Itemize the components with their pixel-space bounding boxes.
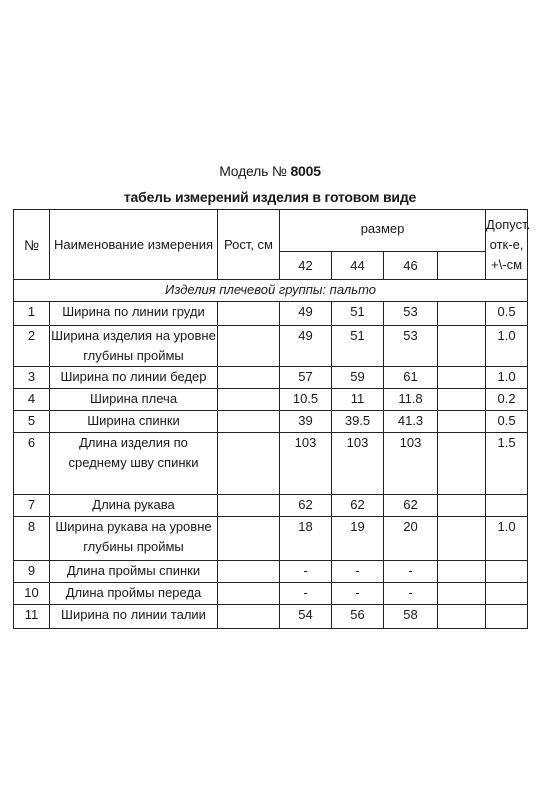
- row-tolerance: [486, 605, 528, 629]
- row-number: 2: [14, 326, 50, 367]
- row-name: Ширина рукава на уровне глубины проймы: [50, 517, 218, 561]
- row-height: [218, 561, 280, 583]
- row-height: [218, 367, 280, 389]
- row-tolerance: 1.0: [486, 367, 528, 389]
- table-row: [14, 389, 528, 411]
- row-value: 11.8: [384, 389, 438, 411]
- row-number: 8: [14, 517, 50, 561]
- table-row: [14, 583, 528, 605]
- row-value: 20: [384, 517, 438, 561]
- row-height: [218, 495, 280, 517]
- row-value: 49: [280, 302, 332, 326]
- row-tolerance: 0.5: [486, 302, 528, 326]
- row-value: 62: [384, 495, 438, 517]
- row-number: 4: [14, 389, 50, 411]
- table-row: [14, 495, 528, 517]
- row-height: [218, 389, 280, 411]
- row-number: 6: [14, 433, 50, 495]
- row-height: [218, 517, 280, 561]
- row-name: Длина проймы переда: [50, 583, 218, 605]
- row-name: Ширина по линии талии: [50, 605, 218, 629]
- row-height: [218, 302, 280, 326]
- row-value: 53: [384, 326, 438, 367]
- row-value: 41.3: [384, 411, 438, 433]
- model-prefix: Модель №: [219, 163, 287, 179]
- row-name: Длина рукава: [50, 495, 218, 517]
- header-height: Рост, см: [218, 210, 280, 280]
- row-height: [218, 326, 280, 367]
- row-empty: [438, 302, 486, 326]
- row-name: Ширина по линии бедер: [50, 367, 218, 389]
- header-row: [14, 210, 528, 252]
- header-size: размер: [280, 210, 486, 252]
- row-height: [218, 433, 280, 495]
- row-value: -: [384, 561, 438, 583]
- row-value: -: [280, 583, 332, 605]
- size-42: 42: [280, 252, 332, 280]
- row-tolerance: 0.2: [486, 389, 528, 411]
- size-46: 46: [384, 252, 438, 280]
- row-tolerance: 1.0: [486, 517, 528, 561]
- row-empty: [438, 583, 486, 605]
- row-tolerance: [486, 495, 528, 517]
- row-name: Ширина по линии груди: [50, 302, 218, 326]
- row-name: Длина проймы спинки: [50, 561, 218, 583]
- row-tolerance: [486, 561, 528, 583]
- row-value: 103: [280, 433, 332, 495]
- row-number: 10: [14, 583, 50, 605]
- row-empty: [438, 411, 486, 433]
- row-empty: [438, 605, 486, 629]
- table-row: [14, 561, 528, 583]
- row-empty: [438, 495, 486, 517]
- table-row: [14, 605, 528, 629]
- row-value: 61: [384, 367, 438, 389]
- row-empty: [438, 367, 486, 389]
- section-row: [14, 280, 528, 302]
- measurement-table: [13, 209, 531, 629]
- row-value: 54: [280, 605, 332, 629]
- row-height: [218, 605, 280, 629]
- row-value: 58: [384, 605, 438, 629]
- row-value: -: [384, 583, 438, 605]
- row-number: 7: [14, 495, 50, 517]
- row-value: -: [332, 561, 384, 583]
- row-value: 18: [280, 517, 332, 561]
- row-value: 51: [332, 326, 384, 367]
- model-title: [0, 163, 540, 179]
- table-row: [14, 411, 528, 433]
- row-value: 59: [332, 367, 384, 389]
- row-value: 62: [280, 495, 332, 517]
- row-value: -: [280, 561, 332, 583]
- row-empty: [438, 326, 486, 367]
- row-empty: [438, 433, 486, 495]
- row-value: 39: [280, 411, 332, 433]
- row-name: Ширина спинки: [50, 411, 218, 433]
- row-value: 56: [332, 605, 384, 629]
- section-title: Изделия плечевой группы: пальто: [14, 280, 528, 302]
- sheet-subtitle: табель измерений изделия в готовом виде: [123, 189, 417, 205]
- row-name: Ширина изделия на уровне глубины проймы: [50, 326, 218, 367]
- row-name: Ширина плеча: [50, 389, 218, 411]
- header-name: Наименование измерения: [50, 210, 218, 280]
- row-number: 5: [14, 411, 50, 433]
- row-empty: [438, 389, 486, 411]
- row-tolerance: 1.0: [486, 326, 528, 367]
- row-value: 57: [280, 367, 332, 389]
- size-empty: [438, 252, 486, 280]
- row-height: [218, 583, 280, 605]
- header-no: №: [14, 210, 50, 280]
- row-value: 53: [384, 302, 438, 326]
- row-tolerance: 1.5: [486, 433, 528, 495]
- table-row: [14, 517, 528, 561]
- row-value: 51: [332, 302, 384, 326]
- row-name: Длина изделия по среднему шву спинки: [50, 433, 218, 495]
- row-value: 11: [332, 389, 384, 411]
- row-value: 19: [332, 517, 384, 561]
- table-row: [14, 326, 528, 367]
- row-number: 3: [14, 367, 50, 389]
- row-tolerance: 0.5: [486, 411, 528, 433]
- row-value: 103: [332, 433, 384, 495]
- size-44: 44: [332, 252, 384, 280]
- row-number: 1: [14, 302, 50, 326]
- row-tolerance: [486, 583, 528, 605]
- row-empty: [438, 561, 486, 583]
- row-value: 103: [384, 433, 438, 495]
- table-row: [14, 302, 528, 326]
- row-number: 11: [14, 605, 50, 629]
- table-row: [14, 367, 528, 389]
- row-empty: [438, 517, 486, 561]
- row-value: 62: [332, 495, 384, 517]
- model-number: 8005: [290, 163, 321, 179]
- row-value: 10.5: [280, 389, 332, 411]
- row-value: -: [332, 583, 384, 605]
- row-value: 39.5: [332, 411, 384, 433]
- table-row: [14, 433, 528, 495]
- row-number: 9: [14, 561, 50, 583]
- row-height: [218, 411, 280, 433]
- row-value: 49: [280, 326, 332, 367]
- header-tolerance: Допуст. отк-е, +\-см: [486, 210, 528, 280]
